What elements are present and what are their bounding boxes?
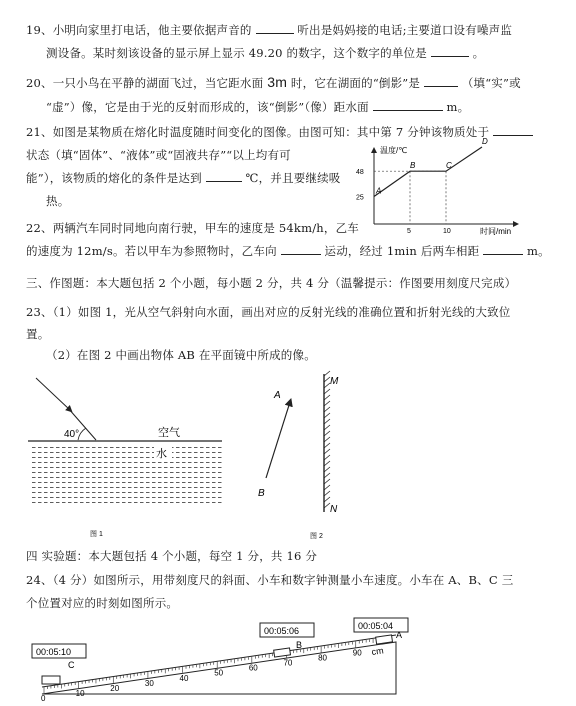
q20-distance: 3m (267, 74, 288, 90)
section4-heading: 四 实验题：本大题包括 4 个小题，每空 1 分，共 16 分 (26, 549, 318, 563)
q20-blank-2[interactable] (373, 99, 443, 111)
figure-2 (248, 366, 358, 542)
q22-line2 (26, 243, 550, 259)
label-a: A (396, 630, 403, 640)
q21-line3 (26, 170, 341, 186)
q22-text-b: 的速度为 12m/s。若以甲车为参照物时，乙车向 (26, 244, 277, 258)
q22-blank-2[interactable] (483, 243, 523, 255)
point-b-label: B (258, 488, 265, 499)
ruler-label-0: 0 (41, 694, 46, 703)
melting-chart (352, 137, 524, 236)
q22-blank-1[interactable] (281, 243, 321, 255)
incline-figure (28, 614, 420, 702)
ruler-label-60: 60 (248, 663, 258, 673)
point-n-label: N (330, 504, 338, 515)
hatch-line (324, 413, 330, 418)
q24-line1: 24、（4 分）如图所示，用带刻度尺的斜面、小车和数字钟测量小车速度。小车在 A、B、C 三 (26, 573, 514, 587)
q19-line2 (46, 45, 484, 61)
label-c: C (68, 660, 75, 670)
q23-line3: （2）在图 2 中画出物体 AB 在平面镜中所成的像。 (46, 348, 316, 362)
hatch-line (324, 485, 330, 490)
ruler-unit: cm (370, 645, 385, 657)
q19-line1 (26, 22, 512, 38)
q21-blank-2[interactable] (206, 170, 242, 182)
hatch-line (324, 461, 330, 466)
water-area (30, 444, 222, 504)
q19-text-b: 听出是妈妈接的电话;主要道口设有噪声监 (297, 23, 513, 37)
q19-blank-1[interactable] (256, 22, 294, 34)
hatch-line (324, 395, 330, 400)
chart-y-label: 温度/℃ (380, 146, 408, 155)
point-m-label: M (330, 376, 339, 387)
q24-line2: 个位置对应的时刻如图所示。 (26, 596, 179, 610)
air-label: 空气 (158, 427, 180, 439)
figure-1-caption: 图 1 (90, 531, 103, 538)
hatch-line (324, 491, 330, 496)
clock-a-time: 00:05:04 (358, 621, 394, 631)
ruler-label-30: 30 (144, 678, 154, 688)
hatch-line (324, 407, 330, 412)
q23-line1: 23、（1）如图 1，光从空气斜射向水面，画出对应的反射光线的准确位置和折射光线的大致位 (26, 305, 511, 319)
clock-b-time: 00:05:06 (264, 626, 300, 636)
q23-line2: 置。 (26, 327, 50, 341)
ruler-label-70: 70 (283, 658, 293, 668)
ruler-label-50: 50 (214, 668, 224, 678)
q20-blank-1[interactable] (424, 75, 458, 87)
ruler-label-80: 80 (318, 653, 328, 663)
ruler-ticks (41, 639, 373, 703)
q22-text-a: 22、两辆汽车同时同地向南行驶，甲车的速度是 54km/h，乙车 (26, 221, 359, 235)
q20-text-a: 20、一只小鸟在平静的湖面飞过，当它距水面 (26, 76, 264, 90)
hatch-line (324, 401, 330, 406)
hatch-line (324, 449, 330, 454)
incident-ray-arrow (36, 378, 70, 410)
hatch-line (324, 389, 330, 394)
q20-line1 (26, 74, 521, 91)
q21-text-e: 热。 (46, 194, 70, 208)
x-tick-5: 5 (407, 228, 411, 235)
hatch-line (324, 455, 330, 460)
q21-text-b: 状态（填“固体”、“液体”或“固液共存”“以上均有可 (26, 148, 291, 162)
q19-blank-2[interactable] (431, 45, 469, 57)
ruler-top-edge (42, 635, 396, 687)
q21-text-c: 能”），该物质的熔化的条件是达到 (26, 171, 202, 185)
hatch-line (324, 479, 330, 484)
hatch-line (324, 497, 330, 502)
q22-line1 (26, 220, 359, 236)
mirror-hatching (324, 371, 330, 508)
clock-c-time: 00:05:10 (36, 647, 72, 657)
y-tick-25: 25 (356, 194, 364, 202)
q21-text-d: ℃，并且要继续吸 (245, 171, 341, 185)
cart-b (274, 648, 291, 657)
ruler-label-10: 10 (75, 688, 85, 698)
section3-heading: 三、作图题：本大题包括 2 个小题，每小题 2 分，共 4 分（温馨提示：作图要用刻度尺完成） (26, 276, 517, 290)
point-a-label: A (274, 390, 281, 401)
ruler-label-90: 90 (352, 648, 362, 658)
hatch-line (324, 467, 330, 472)
angle-label: 40° (64, 429, 80, 440)
q19-text-c: 测设备。某时刻该设备的显示屏上显示 49.20 的数字，这个数字的单位是 (46, 46, 427, 60)
cart-a (376, 635, 393, 644)
ruler-label-20: 20 (110, 683, 120, 693)
q21-line4 (46, 193, 69, 209)
q21-blank-1[interactable] (493, 124, 533, 136)
hatch-line (324, 425, 330, 430)
q20-text-c: （填“实”或 (461, 76, 521, 90)
hatch-line (324, 437, 330, 442)
point-label-d: D (482, 137, 488, 146)
x-tick-10: 10 (443, 228, 451, 235)
figure-2-caption: 图 2 (310, 533, 323, 540)
q21-line1 (26, 124, 533, 140)
q22-text-d: m。 (527, 244, 550, 258)
hatch-line (324, 443, 330, 448)
q21-line2 (26, 147, 291, 163)
q19-text-d: 。 (472, 46, 485, 60)
point-label-c: C (446, 161, 452, 171)
object-ab (266, 402, 290, 478)
hatch-line (324, 473, 330, 478)
point-label-a: A (376, 186, 382, 196)
q22-text-c: 运动，经过 1min 后两车相距 (324, 244, 480, 258)
point-label-b: B (410, 161, 416, 171)
figure-1 (26, 370, 226, 540)
q20-line2 (46, 99, 469, 115)
q19-text-a: 19、小明向家里打电话，他主要依据声音的 (26, 23, 252, 37)
y-tick-48: 48 (356, 169, 364, 177)
q20-text-d: “虚”）像，它是由于光的反射而形成的，该“倒影”（像）距水面 (46, 100, 369, 114)
ruler-label-40: 40 (179, 673, 189, 683)
hatch-line (324, 431, 330, 436)
chart-x-label: 时间/min (480, 227, 512, 236)
hatch-line (324, 419, 330, 424)
cart-c (42, 676, 60, 684)
angle-arc (78, 428, 86, 440)
q21-text-a: 21、如图是某物质在熔化时温度随时间变化的图像。由图可知：其中第 7 分钟该物质处于 (26, 125, 490, 139)
q20-unit: m。 (446, 100, 470, 114)
water-label: 水 (156, 448, 167, 460)
label-b: B (296, 640, 303, 650)
q20-text-b: 时，它在湖面的“倒影”是 (290, 76, 421, 90)
